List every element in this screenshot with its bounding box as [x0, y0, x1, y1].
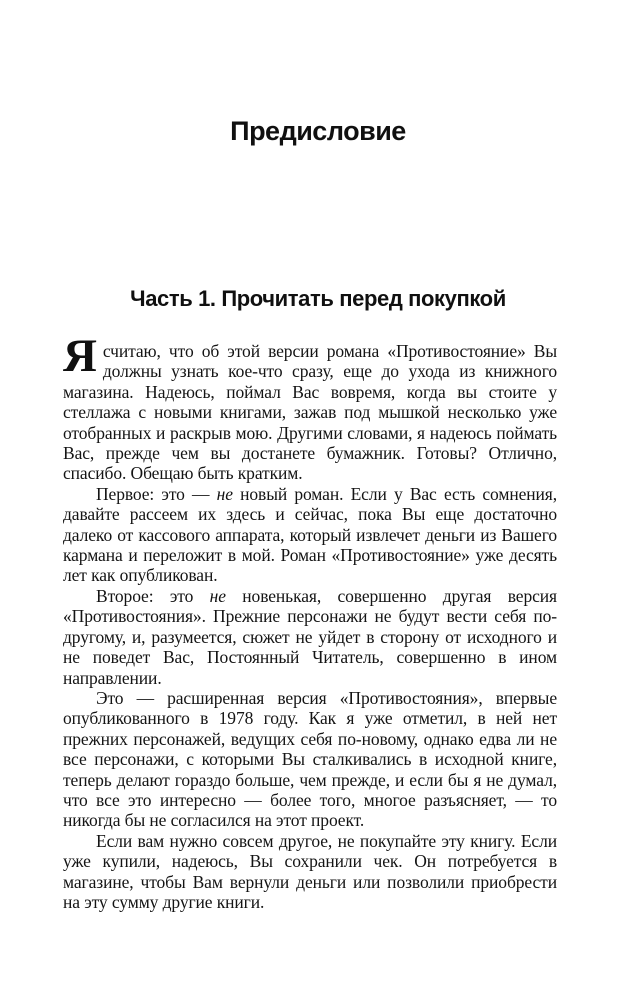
paragraph — [63, 330, 557, 484]
emphasis-text: не — [209, 585, 226, 606]
paragraph — [63, 586, 557, 688]
emphasis-text: не — [216, 483, 233, 504]
paragraph — [63, 484, 557, 586]
text-run: новый роман. Если у Вас есть сомнения, давайте рассеем их здесь и сейчас, пока Вы еще достаточно далеко от кассового аппарата, который извлечет деньги из Вашего кармана и переложит в мой. Роман «Противостояние» уже десять лет как опубликован. — [63, 483, 558, 586]
text-run: Второе: это — [96, 585, 210, 606]
paragraph — [63, 688, 557, 831]
paragraph — [63, 831, 557, 913]
body-text — [63, 330, 558, 912]
drop-cap-letter: Я — [63, 330, 97, 382]
text-run: Это — расширенная версия «Противостояния», впервые опубликованного в 1978 году. Как я уже отметил, в ней нет прежних персонажей, ведущих себя по-новому, однако едва ли не все персонажи, с которыми Вы сталкивались в исходной книге, теперь делают гораздо больше, чем прежде, и если бы я не думал, что все это интересно — более того, многое разъясняет, — то никогда бы не согласился на этот проект. — [63, 687, 557, 831]
text-run: считаю, что об этой версии романа «Противостояние» Вы должны узнать кое-что сразу, еще до ухода из книжного магазина. Надеюсь, поймал Вас вовремя, когда вы стоите у стеллажа с новыми книгами, зажав под мышкой несколько уже отобранных и раскрыв мою. Другими словами, я надеюсь поймать Вас, прежде чем вы достанете бумажник. Готовы? Отлично, спасибо. Обещаю быть кратким. — [63, 341, 557, 484]
text-run: Если вам нужно совсем другое, не покупайте эту книгу. Если уже купили, надеюсь, Вы сохранили чек. Он потребуется в магазине, чтобы Вам вернули деньги или позволили приобрести на эту сумму другие книги. — [63, 830, 557, 912]
page-title: Предисловие — [230, 116, 406, 146]
section-heading: Часть 1. Прочитать перед покупкой — [130, 286, 506, 311]
text-run: Первое: это — — [96, 483, 217, 504]
text-run: новенькая, совершенно другая версия «Противостояния». Прежние персонажи не будут вести себя по-другому, и, разумеется, сюжет не уйдет в сторону от исходного и не поведет Вас, Постоянный Читатель, совершенно в ином направлении. — [63, 585, 557, 688]
